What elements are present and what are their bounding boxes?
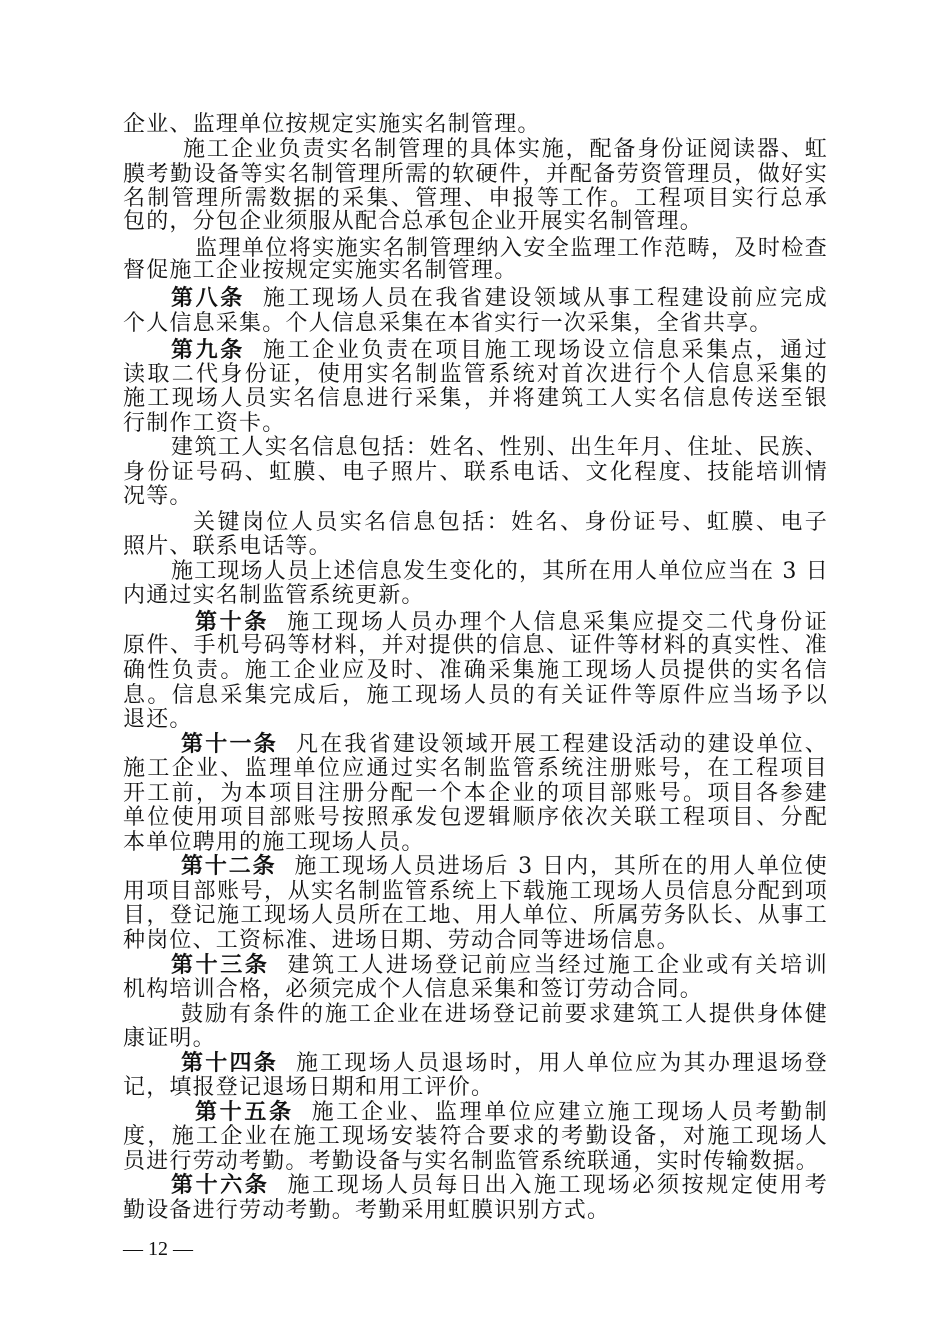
line-text: 监理单位将实施实名制管理纳入安全监理工作范畴，及时检查 [195,236,828,261]
line-text: 机构培训合格，必须完成个人信息采集和签订劳动合同。 [123,977,704,1002]
line-text: 建筑工人进场登记前应当经过施工企业或有关培训 [287,953,828,978]
article-number: 第十二条 [181,854,277,879]
line-text: 员进行劳动考勤。考勤设备与实名制监管系统联通，实时传输数据。 [123,1149,820,1174]
line-text: 记，填报登记退场日期和用工评价。 [123,1075,495,1100]
line-text: 企业、监理单位按规定实施实名制管理。 [123,112,541,137]
line-text: 施工现场人员退场时，用人单位应为其办理退场登 [295,1051,828,1076]
article-number: 第十条 [195,610,269,635]
text-line [123,1196,828,1225]
line-text: 单位使用项目部账号按照承发包逻辑顺序依次关联工程项目、分配 [123,805,828,830]
line-text: 关键岗位人员实名信息包括：姓名、身份证号、虹膜、电子 [193,510,828,535]
line-text: 照片、联系电话等。 [123,534,332,559]
article-number: 第十四条 [181,1051,278,1076]
line-text: 读取二代身份证，使用实名制监管系统对首次进行个人信息采集的 [123,362,828,387]
line-text: 膜考勤设备等实名制管理所需的软硬件，并配备劳资管理员，做好实 [123,162,828,187]
line-text: 内通过实名制监管系统更新。 [123,583,425,608]
line-text: 施工现场人员实名信息进行采集，并将建筑工人实名信息传送至银 [123,386,828,411]
text-line [123,482,828,511]
line-text: 目，登记施工现场人员所在工地、用人单位、所属劳务队长、从事工 [123,903,828,928]
line-text: 原件、手机号码等材料，并对提供的信息、证件等材料的真实性、准 [123,633,828,658]
line-text: 本单位聘用的施工现场人员。 [123,830,425,855]
article-number: 第十三条 [171,953,270,978]
line-text: 凡在我省建设领域开展工程建设活动的建设单位、 [295,732,828,757]
line-text: 施工现场人员办理个人信息采集应提交二代身份证 [286,610,828,635]
line-text: 退还。 [123,707,193,732]
line-text: 施工现场人员上述信息发生变化的，其所在用人单位应当在 3 日 [171,559,829,584]
line-text: 施工企业、监理单位应建立施工现场人员考勤制 [311,1100,828,1125]
line-text: 施工企业、监理单位应通过实名制监管系统注册账号，在工程项目 [123,756,828,781]
line-text: 包的，分包企业须服从配合总承包企业开展实名制管理。 [123,209,704,234]
line-text: 况等。 [123,484,193,509]
text-line [123,256,828,285]
line-text: 康证明。 [123,1026,216,1051]
line-text: 息。信息采集完成后，施工现场人员的有关证件等原件应当场予以 [123,683,828,708]
line-text: 施工企业负责实名制管理的具体实施，配备身份证阅读器、虹 [183,137,828,162]
line-text: 身份证号码、虹膜、电子照片、联系电话、文化程度、技能培训情 [123,460,828,485]
text-line [123,207,828,236]
article-number: 第八条 [171,286,245,311]
line-text: 施工现场人员进场后 3 日内，其所在的用人单位使 [294,854,828,879]
line-text: 施工现场人员在我省建设领域从事工程建设前应完成 [262,286,828,311]
line-text: 施工现场人员每日出入施工现场必须按规定使用考 [287,1173,828,1198]
text-line [123,581,828,610]
line-text: 个人信息采集。个人信息采集在本省实行一次采集，全省共享。 [123,311,773,336]
line-text: 鼓励有条件的施工企业在进场登记前要求建筑工人提供身体健 [181,1002,828,1027]
line-text: 度，施工企业在施工现场安装符合要求的考勤设备，对施工现场人 [123,1124,828,1149]
line-text: 勤设备进行劳动考勤。考勤采用虹膜识别方式。 [123,1198,611,1223]
page-number: — 12 — [123,1238,193,1260]
line-text: 确性负责。施工企业应及时、准确采集施工现场人员提供的实名信 [123,658,828,683]
article-number: 第十五条 [195,1100,294,1125]
line-text: 督促施工企业按规定实施实名制管理。 [123,258,518,283]
text-line [123,309,828,338]
article-number: 第九条 [171,338,245,363]
line-text: 名制管理所需数据的采集、管理、申报等工作。工程项目实行总承 [123,186,828,211]
line-text: 种岗位、工资标准、进场日期、劳动合同等进场信息。 [123,928,680,953]
article-number: 第十一条 [181,732,278,757]
line-text: 施工企业负责在项目施工现场设立信息采集点，通过 [262,338,828,363]
line-text: 行制作工资卡。 [123,411,286,436]
line-text: 建筑工人实名信息包括：姓名、性别、出生年月、住址、民族、 [171,435,828,460]
line-text: 用项目部账号，从实名制监管系统上下载施工现场人员信息分配到项 [123,879,828,904]
article-number: 第十六条 [171,1173,270,1198]
line-text: 开工前，为本项目注册分配一个本企业的项目部账号。项目各参建 [123,781,828,806]
